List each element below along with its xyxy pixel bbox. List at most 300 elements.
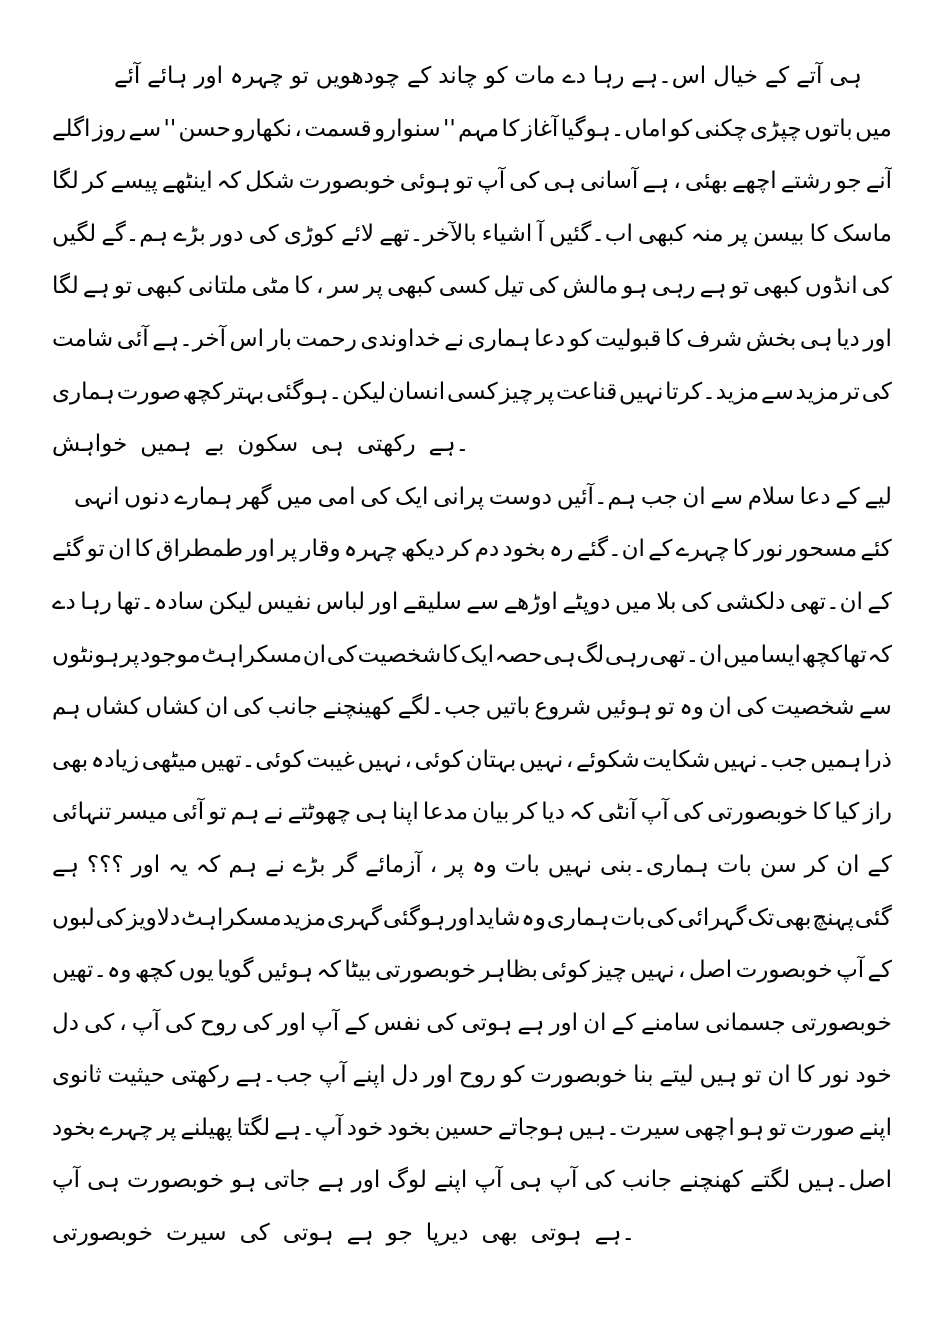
word-segment: آ [537,220,544,247]
word [713,50,758,103]
word-segment: نکھارو [233,115,293,142]
word-segment: اچھی [684,1114,735,1141]
word-segment: کو [568,325,592,352]
word [433,471,484,524]
word [80,576,112,629]
word-segment: ، [404,746,412,773]
word-segment: باتوں [804,115,853,142]
word-segment: ہی [87,1167,120,1194]
word [108,523,131,576]
word [812,892,854,945]
word-segment: دور [210,220,244,247]
word-segment: خداوندی [360,325,441,352]
word [277,997,306,1050]
word-segment: گویا [217,957,254,984]
word [438,50,478,103]
word [548,839,592,892]
word-segment: مسکراہٹ [201,641,303,668]
word [403,576,462,629]
word [168,839,188,892]
word [164,103,177,156]
word [641,997,700,1050]
word [360,313,440,366]
word-segment: ہے [82,273,110,300]
word [642,734,710,787]
word [673,786,703,839]
word [404,734,411,787]
word [716,576,786,629]
word-segment: سے [466,588,500,615]
word [347,1207,374,1260]
word-segment: لگا [52,168,79,195]
word-segment: گئے [576,536,609,563]
word-segment: چیز [593,957,627,984]
word-segment: تو [656,694,675,721]
word-segment: نے [265,851,285,878]
word [205,418,225,471]
word-segment: ان [767,1062,791,1089]
word [448,523,472,576]
word-segment: گئیں [548,220,592,247]
word [677,892,746,945]
word [630,944,674,997]
word [132,997,160,1050]
word-segment: کچھ [801,641,842,668]
word-segment: رحمت [295,325,357,352]
word-segment: سر [327,273,360,300]
word [791,1102,855,1155]
word-segment: رہ [548,536,574,563]
word-segment: تیل [493,273,525,300]
word [93,103,126,156]
word-segment: ۔ [835,1167,849,1194]
word-segment: کبھی [753,273,801,300]
word [695,103,748,156]
word [543,629,576,682]
word [611,997,635,1050]
word-segment: ۔ [455,431,470,458]
word-segment: تھیں [52,957,94,984]
word [656,576,676,629]
word [257,944,313,997]
word [482,208,532,261]
word [318,471,356,524]
word-segment: گے [101,220,126,247]
word [481,1207,517,1260]
word-segment: رہا [80,588,112,615]
word-segment: شامت [52,325,114,352]
word-segment: کا [796,1062,815,1089]
word-segment: خیال [713,63,758,89]
word [619,366,663,419]
word-segment: مزید [715,378,760,405]
word [805,260,858,313]
word-segment: دے [52,588,76,615]
word [217,944,253,997]
word-segment: جو [835,168,862,195]
word [541,786,565,839]
word [116,786,168,839]
word [316,576,365,629]
word-segment: ان [708,694,732,721]
word [120,629,139,682]
word-segment: جب [640,483,678,510]
word-segment: جب [444,694,482,721]
word [864,734,892,787]
word-segment: بہتر [224,378,265,405]
word-segment: تو [113,273,133,300]
word [200,734,303,787]
word-segment: کسی [438,273,490,300]
word [705,997,786,1050]
text-line [52,1102,892,1155]
word [669,103,692,156]
word [429,418,469,471]
word [200,997,237,1050]
word [834,786,859,839]
word-segment: بھئی [684,168,728,195]
word-segment: ' [169,115,177,142]
word [52,1207,153,1260]
word-segment: صورت [790,1114,855,1141]
word-segment: جانب [621,1167,672,1194]
word-segment: ، [565,746,574,773]
word [355,786,388,839]
text-line [52,839,892,892]
word-segment: دیا [836,325,860,352]
word [502,523,545,576]
word-segment: کی [426,1009,457,1036]
word [537,208,543,261]
word-segment: ہے [346,1220,374,1247]
word [502,1049,525,1102]
word-segment: شرف [686,325,743,352]
word-segment: دلاویز [126,904,181,931]
word-segment: لگتا [236,1114,271,1141]
text-line [52,1049,892,1102]
word-segment: میں [855,115,892,142]
word [760,839,797,892]
word [796,50,822,103]
word [862,260,892,313]
word-segment: مزید [795,378,840,405]
word-segment: کوئی [255,746,304,773]
word-segment: ۔ [757,746,771,773]
word-segment: ؟ [111,851,124,878]
word [156,523,243,576]
word-segment: شکوئے [575,746,640,773]
word-segment: ہائے [147,63,188,89]
word [135,944,175,997]
text-line [52,50,892,103]
word-segment: ان [682,483,706,510]
word [833,208,892,261]
word [686,313,742,366]
word-segment: ؟ [86,851,100,878]
text-line [52,523,892,576]
word [179,944,214,997]
word [499,366,533,419]
word [577,629,605,682]
word-segment: بیان [472,799,510,826]
word [855,892,892,945]
word-segment: ہے [317,1167,345,1194]
word-segment: دوپٹے [562,588,611,615]
word [316,260,323,313]
word-segment: ہی [543,641,576,668]
word-segment: ہم [230,799,260,826]
word [166,1207,227,1260]
word-segment: انسان [387,378,446,405]
word [736,944,833,997]
text-line [52,786,892,839]
word [868,944,892,997]
text-line [52,1207,892,1260]
word-segment: بار [267,325,293,352]
word [665,366,759,419]
word-segment: رکھتی [170,1062,230,1089]
word-segment: ہوئیں [595,694,652,721]
word [501,103,519,156]
word [504,576,558,629]
word-segment: کی [164,1009,195,1036]
word [461,997,512,1050]
word [91,734,139,787]
word [859,681,892,734]
word-segment: دیکھ [400,536,445,563]
word [352,1154,381,1207]
word-segment: آپ [836,957,865,984]
word [656,681,674,734]
word-segment: رہی [651,273,696,300]
word [83,260,110,313]
word [426,997,456,1050]
word [387,1154,426,1207]
text-line [52,681,892,734]
word [311,418,344,471]
word-segment: تو [454,168,474,195]
word [52,260,79,313]
word [52,1154,80,1207]
word [863,786,892,839]
word [388,366,445,419]
word-segment: کیا [834,799,860,826]
word-segment: کی [509,168,540,195]
word [392,786,419,839]
word-segment: دل [52,1009,79,1036]
word-segment: تھے [379,220,410,247]
word [52,786,111,839]
word-segment: نفس [373,1009,422,1036]
word-segment: بھی [775,904,812,931]
word-segment: لبوں [52,904,95,931]
word-segment: چکنی [694,115,748,142]
word [521,892,546,945]
word [676,523,730,576]
word [678,944,685,997]
word-segment: کی [95,904,126,931]
word-segment: آپ [311,1009,340,1036]
word [230,50,284,103]
word-segment: نہیں [630,957,675,984]
word-segment: خوبصورتی [375,957,477,984]
word-segment: چودھویں [315,63,400,89]
word [74,471,119,524]
word [708,681,731,734]
word-segment: ۔ [608,536,622,563]
word [867,839,891,892]
word-segment: مزید [282,904,327,931]
word-segment: کرتا [665,378,703,405]
word [549,997,578,1050]
word-segment: ان [836,851,860,878]
word-segment: پر [278,536,298,563]
word [162,155,213,208]
word [360,471,390,524]
word-segment: تک [747,904,775,931]
word [841,366,860,419]
word-segment: ان [302,641,327,668]
word-segment: چھوٹتے [287,799,352,826]
word [593,50,625,103]
word [322,681,393,734]
word [479,944,537,997]
word-segment: یوں [178,957,214,984]
word [713,734,808,787]
word-segment: بنا [633,1062,654,1089]
word-segment: اماں [624,115,668,142]
word-segment: وہ [106,957,132,984]
word [365,839,422,892]
word [557,471,637,524]
word-segment: ۔ [702,378,716,405]
word-segment: ہم [52,694,81,721]
word [136,260,184,313]
word-segment: نور [820,1062,850,1089]
word [796,1049,814,1102]
word [140,629,201,682]
word-segment: کہ [867,641,892,668]
word-segment: خود [346,1114,384,1141]
word-segment: آپ [640,799,669,826]
word-segment: ۔ [632,851,646,878]
word-segment: ہماری [467,325,531,352]
word [836,839,859,892]
word-segment: لگتے [749,1167,791,1194]
word-segment: سے [859,694,892,721]
word [85,681,140,734]
word [205,681,228,734]
word-segment: بہتان [465,746,517,773]
word-segment: مات [514,63,556,89]
word-segment: ۔ [826,588,840,615]
word-segment: ہو [738,1114,765,1141]
word [541,944,589,997]
word-segment: نہیں [518,746,564,773]
word-segment: ۔ [328,378,343,405]
text-line [52,892,892,945]
word-segment: کے [867,851,892,878]
word [549,208,633,261]
word-segment: کر [804,851,829,878]
word-segment: بخود [502,536,546,563]
word-segment: بلا [656,588,677,615]
word [52,734,88,787]
word [246,523,275,576]
word-segment: ۔ [179,325,193,352]
word [761,366,794,419]
word-segment: ان [205,694,229,721]
word [278,523,297,576]
word-segment: سے [710,483,744,510]
word-segment: ' [163,115,170,142]
word [605,629,649,682]
word [642,155,669,208]
word-segment: آئیں [556,483,594,510]
text-line [52,103,892,156]
word [252,260,290,313]
word-segment: ایک [395,483,429,510]
word-segment: ہیں [699,1062,738,1089]
text-line [52,629,892,682]
word-segment: بنی [599,851,633,878]
word-segment: حصہ [494,641,543,668]
word [732,155,777,208]
word-segment: کر [513,799,538,826]
word-segment: تھی [649,641,686,668]
word [486,681,530,734]
word-segment: خود [855,1062,892,1089]
word-segment: تو [743,1062,762,1089]
word-segment: ہمیں [140,431,192,458]
word [374,997,421,1050]
word-segment: لگ [576,641,605,668]
word [291,50,309,103]
word-segment: کشاں [85,694,141,721]
word [230,313,264,366]
word-segment: گھر [237,483,272,510]
word-segment: ہے [235,1062,263,1089]
word [549,523,574,576]
word-segment: اپنے [858,1114,892,1141]
word [294,260,312,313]
word-segment: گہرائی [677,904,747,931]
word [804,103,853,156]
word-segment: اور [424,1062,453,1089]
word-segment: بات [716,851,752,878]
word-segment: ہے [274,1114,302,1141]
word [181,892,282,945]
word [747,892,774,945]
word-segment: کا [134,536,153,563]
word [710,471,743,524]
word-segment: نفیس [257,588,312,615]
word-segment: گر [333,851,358,878]
word [679,681,704,734]
word [257,576,311,629]
word-segment: ، [678,957,686,984]
word [679,1154,743,1207]
word [119,997,126,1050]
word-segment: تھا [116,588,141,615]
word-segment: کی [239,1220,270,1247]
word [753,260,801,313]
word-segment: شخصیت [770,694,855,721]
word [132,839,161,892]
word [288,786,352,839]
word [233,103,292,156]
word [466,734,517,787]
